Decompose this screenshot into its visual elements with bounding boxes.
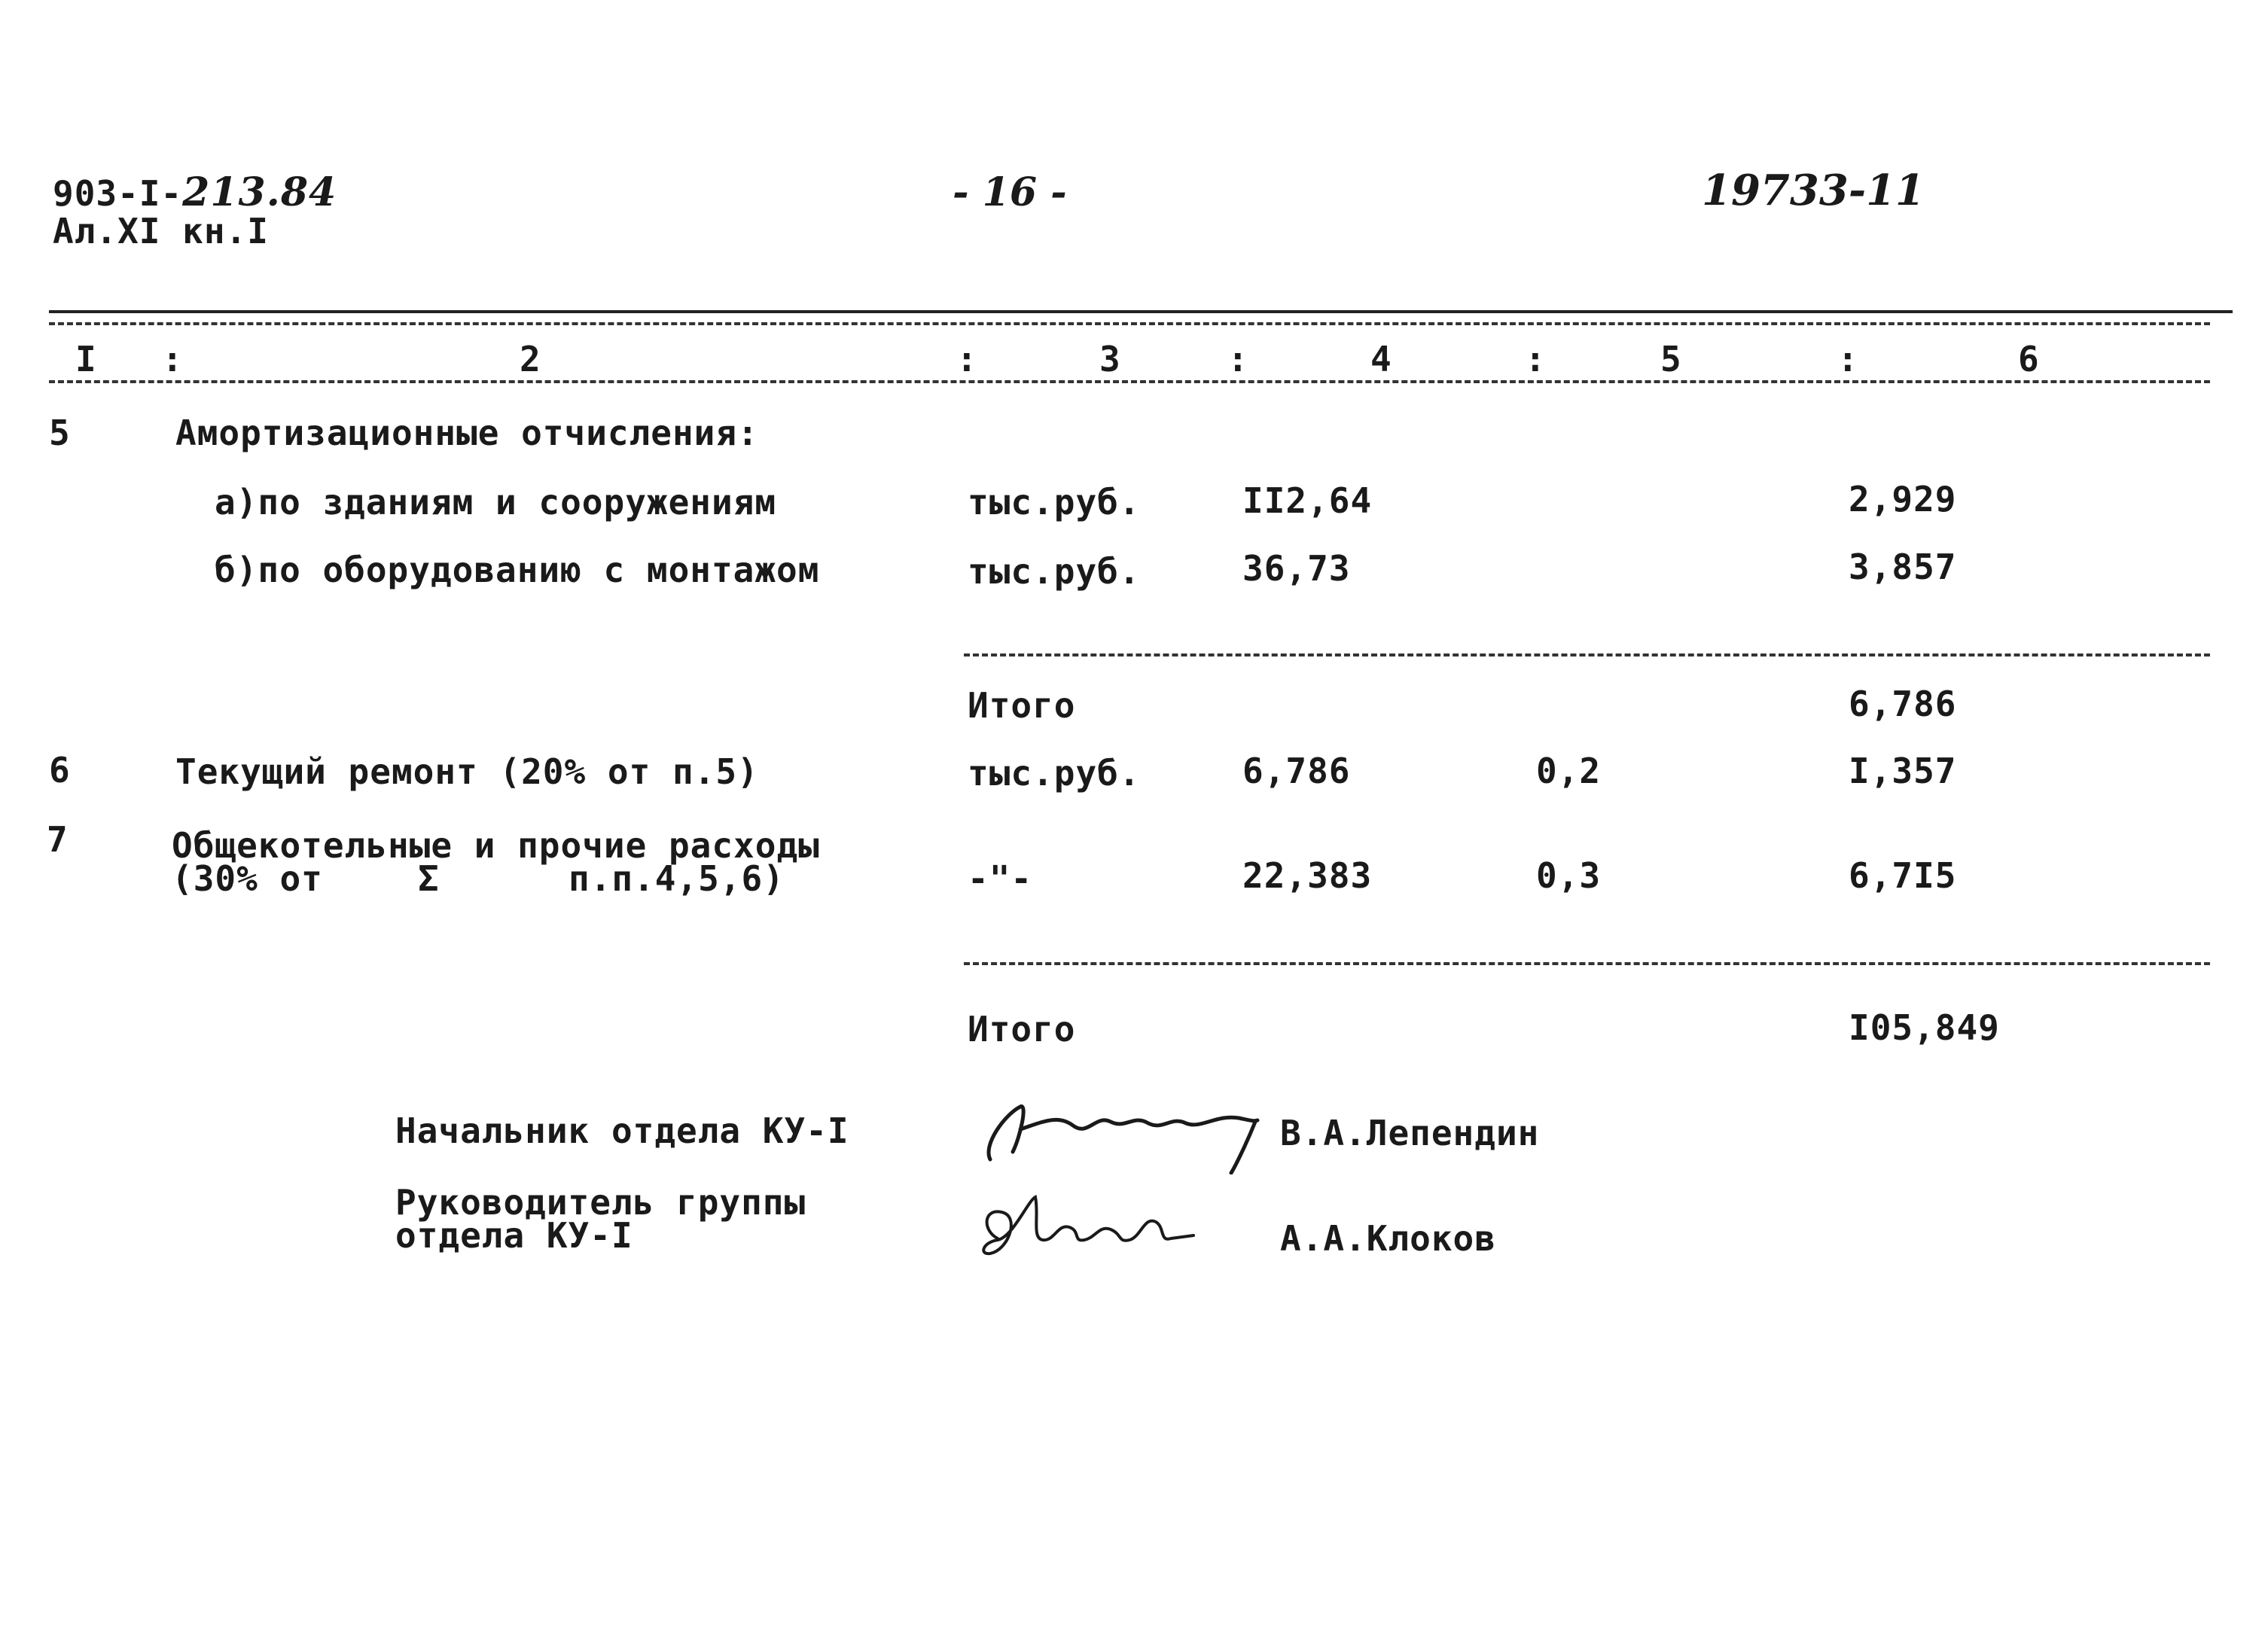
row-6-col6: I,357 [1849,751,1957,791]
sigma-symbol: Σ [418,858,440,899]
subtotal-rule [964,653,2210,656]
page-number: - 16 - [953,169,1067,215]
row-5a-col4: II2,64 [1242,480,1373,521]
row-5b-unit: тыс.руб. [968,551,1141,592]
column-separator: : [162,339,184,379]
row-7-unit: -"- [968,858,1033,899]
total-rule [964,962,2210,965]
signature-1-name: В.А.Лепендин [1280,1113,1540,1153]
column-header-3: 3 [1099,339,1121,379]
column-header-bottom-rule [49,380,2210,383]
subtotal-label: Итого [968,685,1076,726]
document-code [53,169,337,215]
signature-2-handwritten [968,1186,1209,1269]
column-header-4: 4 [1370,339,1392,379]
subtotal-col6: 6,786 [1849,684,1957,724]
row-5-title: Амортизационные отчисления: [175,413,759,453]
document-code-prefix: 903-I- [53,173,183,214]
row-7-label-line1: Общекотельные и прочие расходы [172,825,820,866]
column-separator: : [1525,339,1547,379]
row-5b-col4: 36,73 [1242,548,1351,589]
inventory-number: 19733-11 [1702,166,1925,215]
table-top-rule-2 [49,322,2210,325]
row-7-col6: 6,7I5 [1849,855,1957,896]
signature-2-role-line2: отдела КУ-I [395,1215,633,1256]
row-7-number: 7 [47,819,69,860]
column-separator: : [1837,339,1859,379]
column-separator: : [956,339,978,379]
row-6-number: 6 [49,750,71,791]
album-line: Ал.XI кн.I [53,211,269,251]
row-5a-col6: 2,929 [1849,479,1957,519]
column-separator: : [1227,339,1249,379]
total-label: Итого [968,1009,1076,1049]
signature-1-role: Начальник отдела КУ-I [395,1110,849,1151]
row-6-unit: тыс.руб. [968,753,1141,794]
row-6-col4: 6,786 [1242,751,1351,791]
column-header-5: 5 [1660,339,1682,379]
signature-2-name: А.А.Клоков [1280,1218,1496,1259]
row-5b-label: б)по оборудованию с монтажом [215,550,820,590]
row-6-label: Текущий ремонт (20% от п.5) [175,751,759,792]
document-code-handwritten: 213.84 [182,169,337,215]
signature-2-role-line1: Руководитель группы [395,1182,806,1223]
row-7-label-line2-a: (30% от [172,858,323,899]
row-5a-unit: тыс.руб. [968,482,1141,522]
column-header-2: 2 [520,339,541,379]
row-5b-col6: 3,857 [1849,547,1957,587]
row-7-col4: 22,383 [1242,855,1373,896]
column-header-6: 6 [2018,339,2040,379]
row-7-col5: 0,3 [1536,855,1602,896]
row-7-label-line2-b: п.п.4,5,6) [569,858,785,899]
signature-1-handwritten [975,1084,1276,1174]
column-header-1: I [75,339,97,379]
row-6-col5: 0,2 [1536,751,1602,791]
table-top-rule [49,310,2233,313]
total-col6: I05,849 [1849,1007,2000,1048]
row-5-number: 5 [49,413,71,453]
row-5a-label: а)по зданиям и сооружениям [215,482,777,522]
